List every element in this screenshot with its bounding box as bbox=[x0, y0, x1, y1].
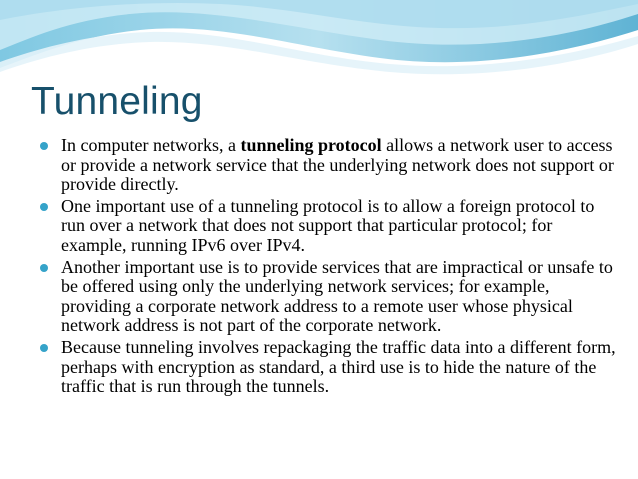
bullet-item bbox=[40, 338, 620, 397]
bullet-list bbox=[40, 136, 620, 399]
bullet-item bbox=[40, 136, 620, 195]
bullet-dot-icon bbox=[40, 264, 48, 272]
bold-term: tunneling protocol bbox=[240, 135, 382, 155]
bullet-dot-icon bbox=[40, 142, 48, 150]
header-wave-decoration bbox=[0, 0, 638, 86]
bullet-dot-icon bbox=[40, 203, 48, 211]
bullet-text: One important use of a tunneling protocol is to allow a foreign protocol to run over a network that does not support that particular protocol; for example, running IPv6 over IPv4. bbox=[61, 195, 595, 255]
bullet-text: In computer networks, a tunneling protocol allows a network user to access or provide a network service that the underlying network does not support or provide directly. bbox=[61, 135, 614, 195]
bullet-item bbox=[40, 197, 620, 256]
bullet-text: Because tunneling involves repackaging the traffic data into a different form, perhaps with encryption as standard, a third use is to hide the nature of the traffic that is run through the tunnels. bbox=[61, 336, 616, 397]
bullet-item bbox=[40, 258, 620, 336]
slide-title: Tunneling bbox=[31, 80, 203, 123]
bullet-text: Another important use is to provide services that are impractical or unsafe to be offered using only the underlying network services; for example, providing a corporate network address to a remote user whose physical network address is not part of the corporate network. bbox=[61, 256, 613, 336]
bullet-dot-icon bbox=[40, 344, 48, 352]
